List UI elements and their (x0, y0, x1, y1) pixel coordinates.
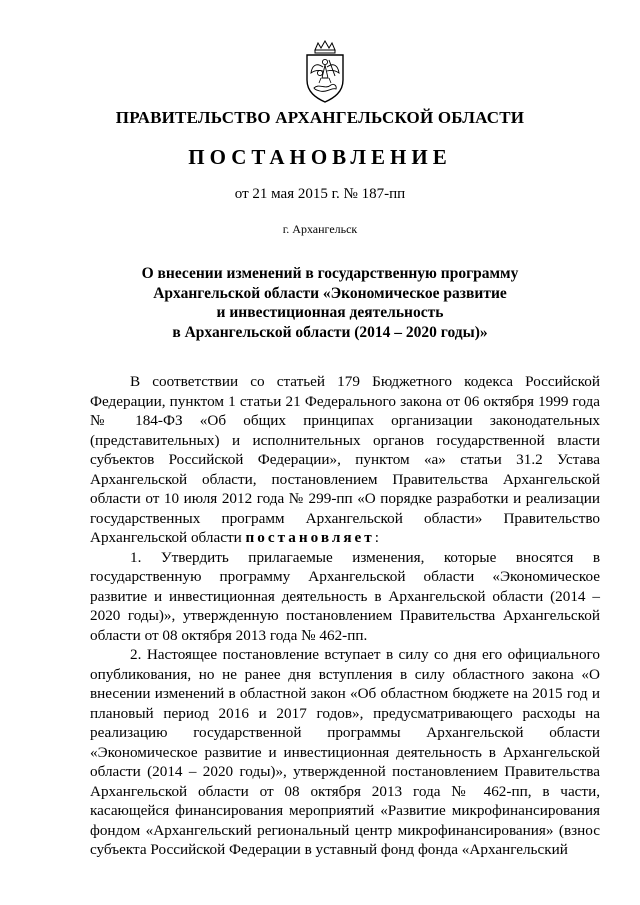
decree-word: постановляет (245, 529, 375, 546)
preamble-paragraph (90, 372, 600, 548)
document-type: ПОСТАНОВЛЕНИЕ (188, 145, 452, 169)
paragraph-item-1: 1. Утвердить прилагаемые изменения, которые вносятся в государственную программу Архангельской области «Экономическое развитие и инвестиционная деятельность в Архангельской области (2014 – 2020 годы)», утвержденную постановлением Правительства Архангельской области от 08 октября 2013 года № 462-пп. (90, 548, 600, 644)
title-line: Архангельской области «Экономическое развитие (153, 284, 507, 302)
paragraph-item-2: 2. Настоящее постановление вступает в силу со дня его официального опубликования, но не ранее дня вступления в силу областного закона «О внесении изменений в областной закон «Об областном бюджете на 2015 год и плановый период 2016 и 2017 годов», предусматривающего расходы на реализацию государственной программы Архангельской области «Экономическое развитие и инвестиционная деятельность в Архангельской области (2014 – 2020 годы)», утвержденной постановлением Правительства Архангельской области от 08 октября 2013 года № 462-пп, в части, касающейся финансирования мероприятий «Развитие микрофинансирования фондом «Архангельский региональный центр микрофинансирования» (взнос субъекта Российской Федерации в уставный фонд фонда «Архангельский (90, 646, 600, 858)
document-body (90, 372, 600, 860)
title-line: и инвестиционная деятельность (216, 304, 444, 321)
title-line: О внесении изменений в государственную программу (141, 265, 519, 282)
document-title (60, 264, 600, 342)
government-name: ПРАВИТЕЛЬСТВО АРХАНГЕЛЬСКОЙ ОБЛАСТИ (115, 108, 525, 127)
document-city: г. Архангельск (282, 222, 358, 236)
preamble-text: В соответствии со статьей 179 Бюджетного кодекса Российской Федерации, пунктом 1 статьи 21 Федерального закона от 06 октября 1999 года № 184-ФЗ «Об общих принципах организации законодательных (представительных) и исполнительных органов государственной власти субъектов Российской Федерации», пунктом «а» статьи 31.2 Устава Архангельской области, постановлением Правительства Архангельской области от 10 июля 2012 года № 299-пп «О порядке разработки и реализации государственных программ Архангельской области» Правительство Архангельской области (90, 373, 600, 546)
document-date-number: от 21 мая 2015 г. № 187-пп (234, 186, 406, 202)
decree-colon: : (374, 529, 379, 546)
coat-of-arms-icon (301, 40, 349, 104)
title-line: в Архангельской области (2014 – 2020 годы)» (172, 323, 488, 341)
